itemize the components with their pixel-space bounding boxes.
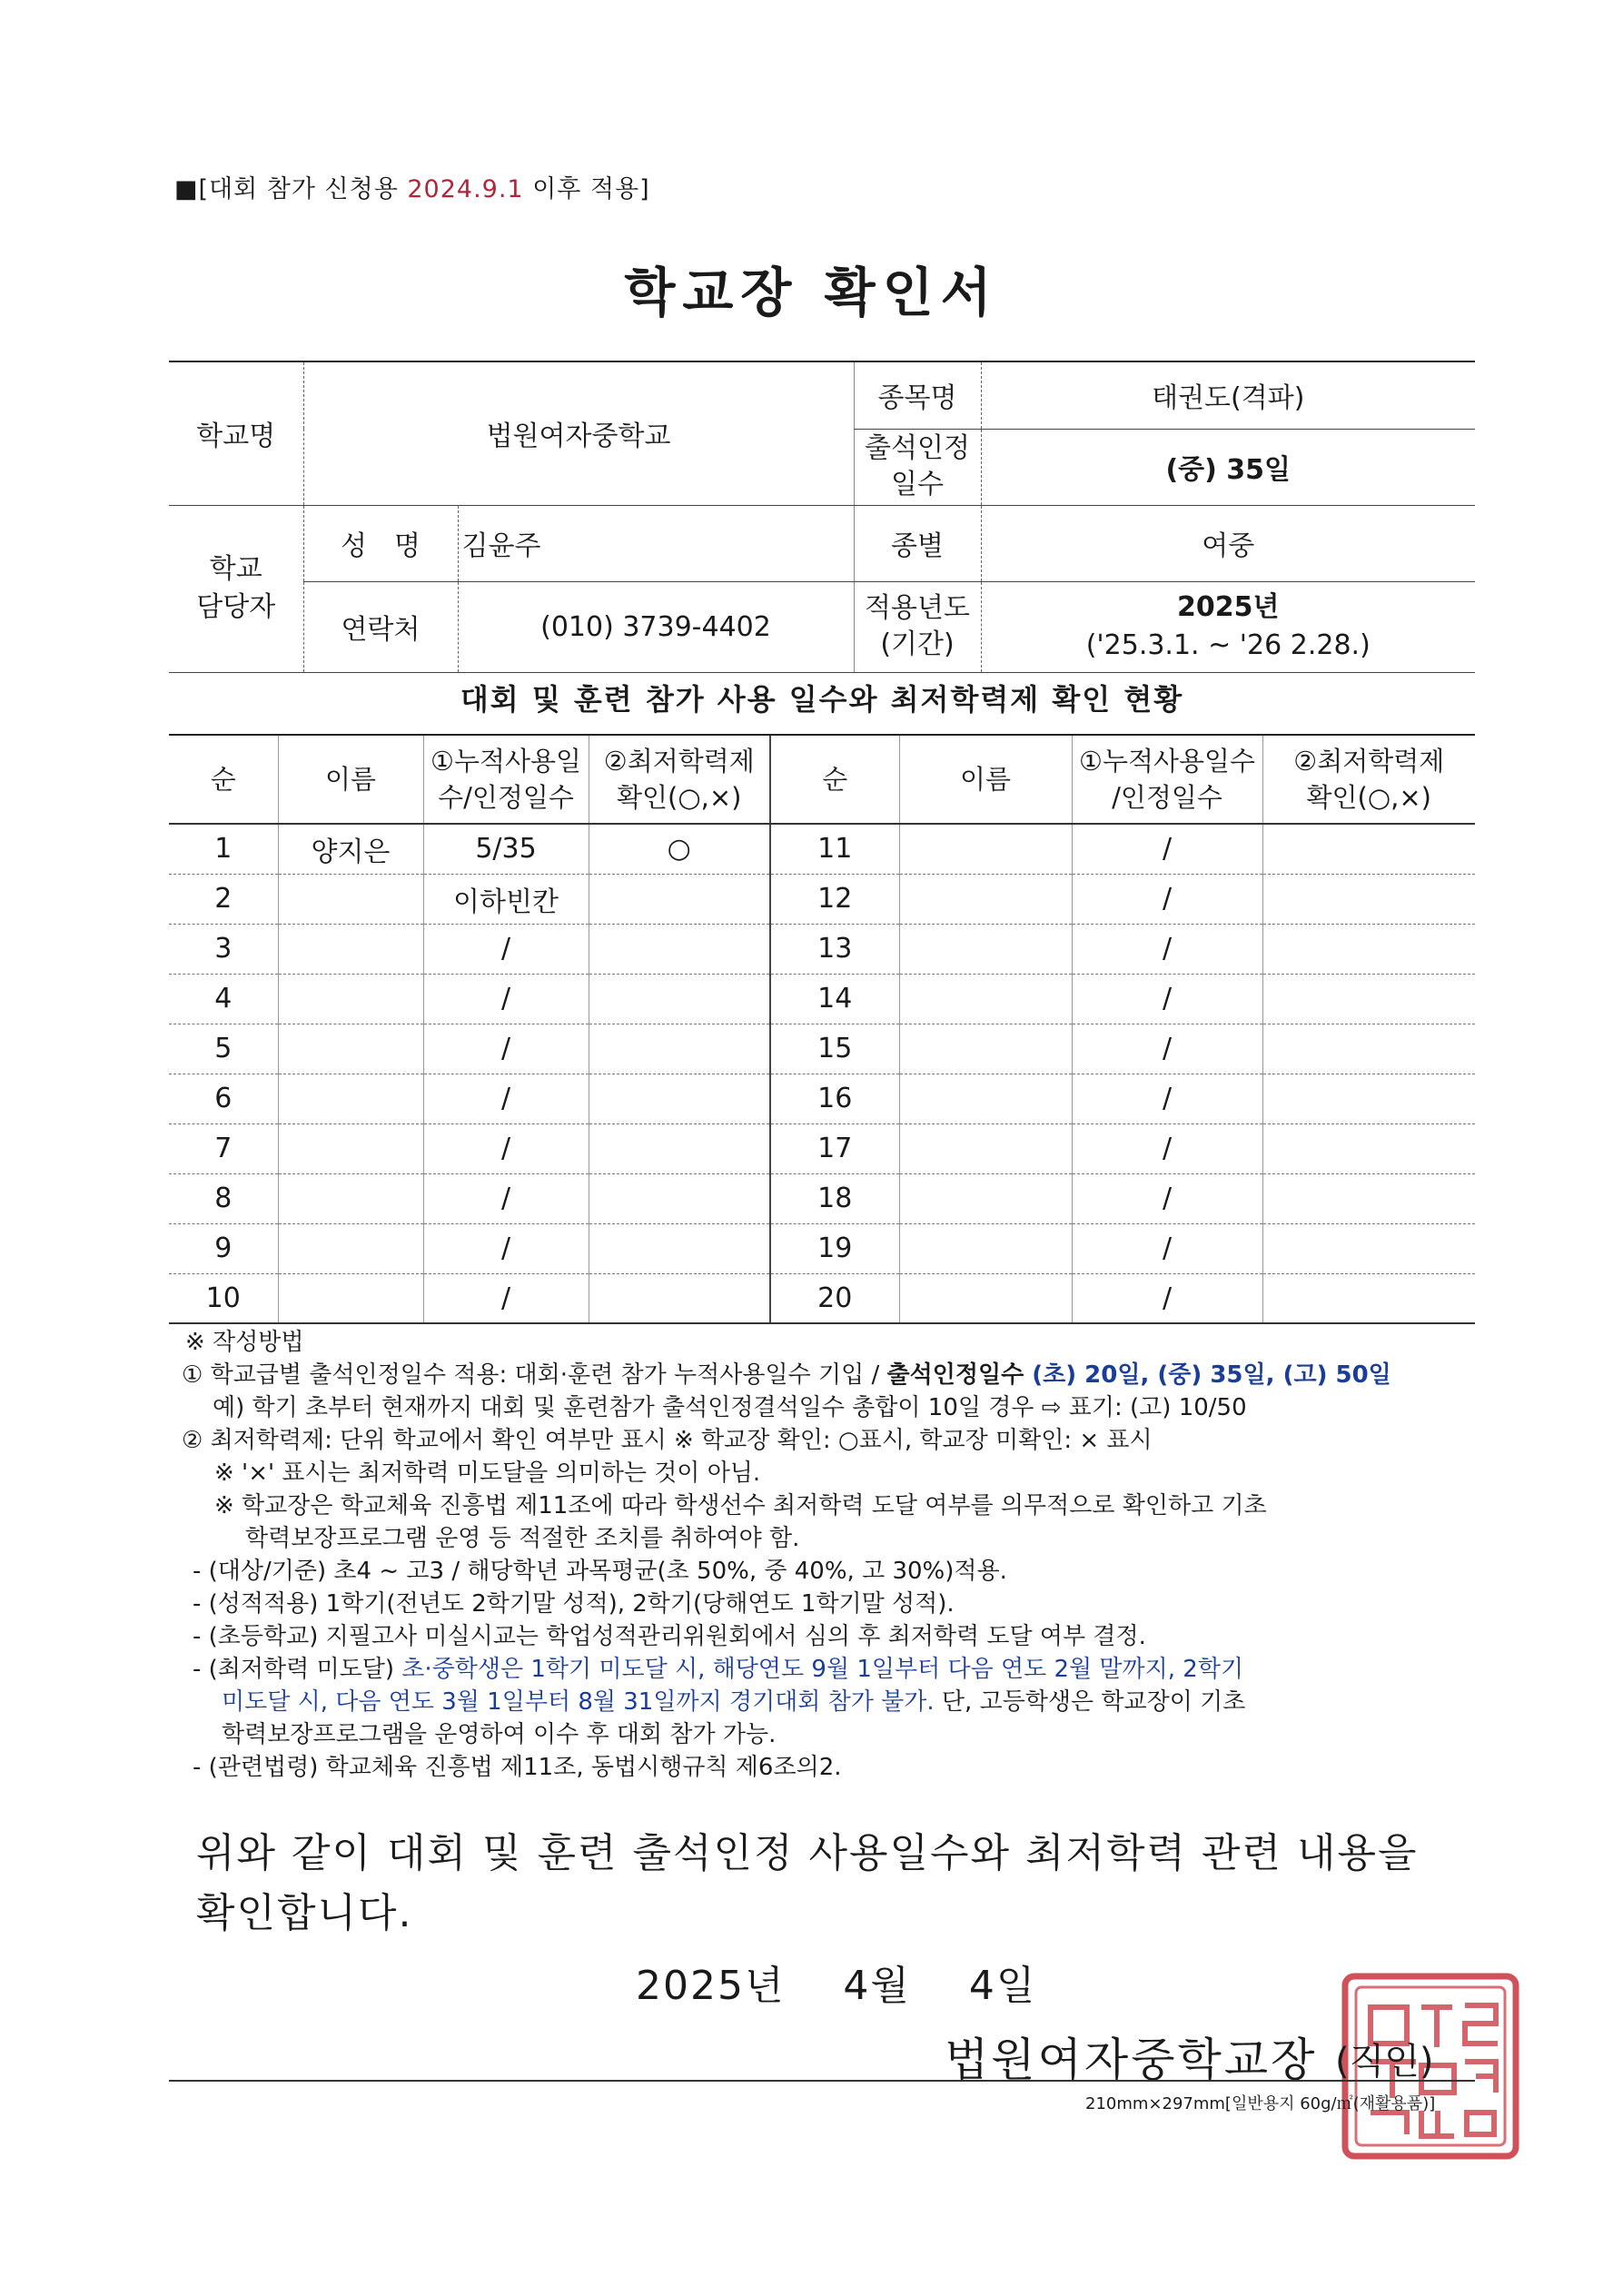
cell-name-2	[899, 1123, 1072, 1173]
cell-name-1	[278, 1074, 423, 1123]
table-row	[169, 1273, 1475, 1323]
cell-days-1: /	[423, 1074, 589, 1123]
cell-check-2	[1262, 1223, 1475, 1273]
cell-name-2	[899, 824, 1072, 874]
cell-n-2: 13	[770, 924, 899, 974]
note-line: - (관련법령) 학교체육 진흥법 제11조, 동법시행규칙 제6조의2.	[193, 1754, 842, 1781]
table-row	[169, 974, 1475, 1024]
table-row	[169, 1024, 1475, 1074]
cell-days-1: /	[423, 1173, 589, 1223]
cell-days-2: /	[1072, 874, 1262, 924]
cell-name-2	[899, 974, 1072, 1024]
cell-check-1	[589, 874, 770, 924]
cell-check-2	[1262, 1123, 1475, 1173]
cell-n-1: 7	[169, 1123, 278, 1173]
cell-check-1	[589, 1273, 770, 1323]
cell-check-1	[589, 1024, 770, 1074]
cell-n-2: 16	[770, 1074, 899, 1123]
cell-days-2: /	[1072, 1024, 1262, 1074]
cell-days-1: 5/35	[423, 824, 589, 874]
cell-days-1: 이하빈칸	[423, 874, 589, 924]
signer: 법원여자중학교장	[945, 2034, 1318, 2086]
cell-name-1	[278, 1223, 423, 1273]
year: 2025년	[1177, 591, 1280, 623]
name-label: 성 명	[303, 505, 458, 581]
cell-check-2	[1262, 1273, 1475, 1323]
cell-n-1: 1	[169, 824, 278, 874]
notes	[182, 1326, 1489, 1784]
cell-n-2: 20	[770, 1273, 899, 1323]
cell-n-1: 4	[169, 974, 278, 1024]
manager-label: 학교 담당자	[169, 505, 303, 672]
cell-name-1	[278, 1123, 423, 1173]
table-row	[169, 824, 1475, 874]
cell-days-1: /	[423, 1123, 589, 1173]
cell-n-1: 10	[169, 1273, 278, 1323]
cell-check-1	[589, 1123, 770, 1173]
cell-n-1: 8	[169, 1173, 278, 1223]
note-line: - (대상/기준) 초4 ~ 고3 / 해당학년 과목평균(초 50%, 중 40%, 고 30%)적용.	[193, 1558, 1007, 1585]
participation-table	[169, 734, 1475, 1324]
note-line: 학력보장프로그램을 운영하여 이수 후 대회 참가 가능.	[222, 1721, 777, 1748]
period: ('25.3.1. ~ '26 2.28.)	[1085, 629, 1371, 661]
cell-check-1	[589, 1074, 770, 1123]
cell-days-1: /	[423, 924, 589, 974]
cell-check-2	[1262, 874, 1475, 924]
cell-name-2	[899, 1074, 1072, 1123]
notes-heading: ※ 작성방법	[185, 1329, 304, 1356]
cell-check-1	[589, 1173, 770, 1223]
table-row	[169, 924, 1475, 974]
attendance-label: 출석인정 일수	[854, 429, 981, 505]
header-days-1: ①누적사용일 수/인정일수	[423, 735, 589, 824]
cell-name-1	[278, 1173, 423, 1223]
header-name-2: 이름	[899, 735, 1072, 824]
note-line: ※ '×' 표시는 최저학력 미도달을 의미하는 것이 아님.	[214, 1460, 761, 1487]
note-line: 미도달 시, 다음 연도 3월 1일부터 8월 31일까지 경기대회 참가 불가. 단, 고등학생은 학교장이 기초	[222, 1688, 1246, 1716]
header-no-2: 순	[770, 735, 899, 824]
seal-label: (직인)	[1335, 2041, 1434, 2083]
cell-n-1: 2	[169, 874, 278, 924]
cell-n-1: 3	[169, 924, 278, 974]
table-row	[169, 1123, 1475, 1173]
category: 여중	[981, 505, 1475, 581]
cell-days-2: /	[1072, 824, 1262, 874]
cell-name-2	[899, 874, 1072, 924]
info-table	[169, 361, 1475, 673]
contact-label: 연락처	[303, 581, 458, 672]
cell-check-2	[1262, 974, 1475, 1024]
sport: 태권도(격파)	[981, 361, 1475, 429]
table-row	[169, 1223, 1475, 1273]
cell-days-2: /	[1072, 924, 1262, 974]
manager-name: 김윤주	[458, 505, 854, 581]
cell-name-2	[899, 1223, 1072, 1273]
cell-n-2: 12	[770, 874, 899, 924]
document-title: 학교장 확인서	[624, 262, 999, 323]
cell-days-2: /	[1072, 974, 1262, 1024]
cell-days-2: /	[1072, 1273, 1262, 1323]
footer-rule	[169, 2080, 1475, 2082]
note-line: 예) 학기 초부터 현재까지 대회 및 훈련참가 출석인정결석일수 총합이 10일 경우 ⇨ 표기: (고) 10/50	[213, 1394, 1247, 1421]
header-days-2: ①누적사용일수 /인정일수	[1072, 735, 1262, 824]
category-label: 종별	[854, 505, 981, 581]
header-check-2: ②최저학력제 확인(○,×)	[1262, 735, 1475, 824]
cell-name-2	[899, 924, 1072, 974]
cell-n-2: 18	[770, 1173, 899, 1223]
note-line: ② 최저학력제: 단위 학교에서 확인 여부만 표시 ※ 학교장 확인: ○표시, 학교장 미확인: × 표시	[182, 1427, 1153, 1454]
cell-name-2	[899, 1173, 1072, 1223]
confirmation-text: 위와 같이 대회 및 훈련 출석인정 사용일수와 최저학력 관련 내용을 확인합니다.	[196, 1830, 1419, 1936]
header-no-1: 순	[169, 735, 278, 824]
cell-days-1: /	[423, 1223, 589, 1273]
table-row	[169, 874, 1475, 924]
cell-n-2: 11	[770, 824, 899, 874]
cell-check-1	[589, 924, 770, 974]
cell-check-1: ○	[589, 824, 770, 874]
paper-spec: 210mm×297mm[일반용지 60g/㎡(재활용품)]	[1085, 2094, 1436, 2113]
header-name-1: 이름	[278, 735, 423, 824]
cell-days-2: /	[1072, 1223, 1262, 1273]
cell-name-2	[899, 1024, 1072, 1074]
note-line: - (초등학교) 지필고사 미실시교는 학업성적관리위원회에서 심의 후 최저학력 도달 여부 결정.	[193, 1623, 1146, 1650]
cell-n-2: 15	[770, 1024, 899, 1074]
note-line: - (성적적용) 1학기(전년도 2학기말 성적), 2학기(당해연도 1학기말 성적).	[193, 1590, 955, 1618]
cell-check-2	[1262, 924, 1475, 974]
cell-check-2	[1262, 1074, 1475, 1123]
cell-days-2: /	[1072, 1074, 1262, 1123]
header-note: ■[대회 참가 신청용 2024.9.1 이후 적용]	[174, 175, 650, 203]
cell-name-1	[278, 874, 423, 924]
section-title: 대회 및 훈련 참가 사용 일수와 최저학력제 확인 현황	[460, 682, 1184, 717]
school-name: 법원여자중학교	[303, 361, 854, 505]
cell-n-2: 19	[770, 1223, 899, 1273]
cell-n-1: 5	[169, 1024, 278, 1074]
cell-name-2	[899, 1273, 1072, 1323]
cell-check-2	[1262, 1173, 1475, 1223]
year-label: 적용년도 (기간)	[854, 581, 981, 672]
cell-name-1	[278, 974, 423, 1024]
cell-n-2: 14	[770, 974, 899, 1024]
cell-name-1	[278, 924, 423, 974]
cell-check-2	[1262, 1024, 1475, 1074]
header-date: 2024.9.1	[407, 175, 524, 203]
cell-days-1: /	[423, 1273, 589, 1323]
contact: (010) 3739-4402	[458, 581, 854, 672]
note-line: - (최저학력 미도달) 초·중학생은 1학기 미도달 시, 해당연도 9월 1일부터 다음 연도 2월 말까지, 2학기	[193, 1656, 1244, 1683]
cell-n-2: 17	[770, 1123, 899, 1173]
cell-days-2: /	[1072, 1173, 1262, 1223]
year-cell	[981, 581, 1475, 672]
note-line: ① 학교급별 출석인정일수 적용: 대회·훈련 참가 누적사용일수 기입 / 출석인정일수 (초) 20일, (중) 35일, (고) 50일	[182, 1361, 1391, 1389]
cell-check-1	[589, 1223, 770, 1273]
note-line: 학력보장프로그램 운영 등 적절한 조치를 취하여야 함.	[245, 1525, 800, 1552]
cell-n-1: 6	[169, 1074, 278, 1123]
table-row	[169, 1074, 1475, 1123]
cell-days-1: /	[423, 974, 589, 1024]
table-row	[169, 1173, 1475, 1223]
note-line: ※ 학교장은 학교체육 진흥법 제11조에 따라 학생선수 최저학력 도달 여부를 의무적으로 확인하고 기초	[214, 1492, 1267, 1519]
header-check-1: ②최저학력제 확인(○,×)	[589, 735, 770, 824]
cell-check-1	[589, 974, 770, 1024]
cell-name-1: 양지은	[278, 824, 423, 874]
cell-days-2: /	[1072, 1123, 1262, 1173]
cell-check-2	[1262, 824, 1475, 874]
cell-name-1	[278, 1024, 423, 1074]
cell-n-1: 9	[169, 1223, 278, 1273]
attendance-days: (중) 35일	[981, 429, 1475, 505]
sport-label: 종목명	[854, 361, 981, 429]
issue-date: 2025년 4월 4일	[636, 1963, 1037, 2009]
cell-days-1: /	[423, 1024, 589, 1074]
cell-name-1	[278, 1273, 423, 1323]
school-name-label: 학교명	[169, 361, 303, 505]
